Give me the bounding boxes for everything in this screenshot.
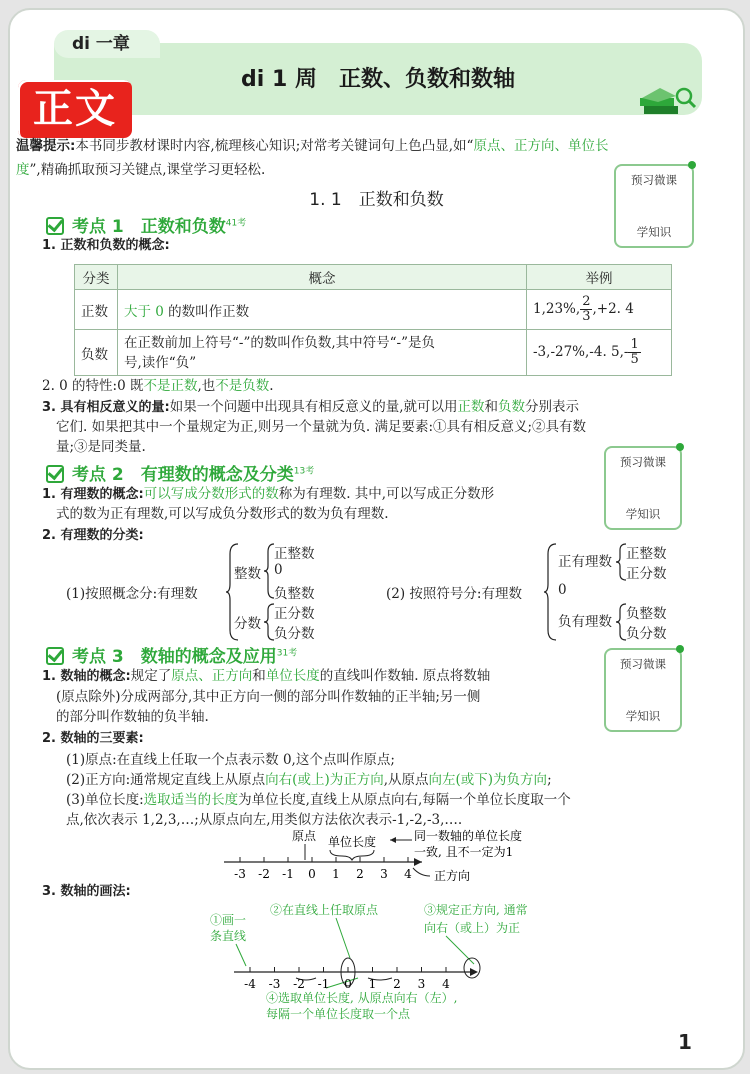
document-page	[8, 8, 745, 1070]
highlight: 不是正数	[143, 378, 198, 394]
table-row	[75, 290, 672, 330]
tip-text-2: ”,精确抓取预习关键点,课堂学习更轻松.	[29, 162, 266, 178]
step3-line1: ③规定正方向, 通常	[424, 903, 528, 917]
cell-text: 1,23%,	[533, 301, 581, 317]
table-cell	[118, 330, 527, 376]
tick-label: 3	[380, 867, 388, 881]
table-cell	[527, 330, 672, 376]
step3-line2: 向右（或上）为正	[424, 921, 521, 935]
tick-label: 4	[404, 867, 412, 881]
fraction	[628, 338, 640, 367]
tip-highlight: 原点、正方向、单位长	[473, 138, 609, 154]
number-line-diagram-1	[210, 824, 523, 886]
highlight: 单位长度	[265, 668, 320, 684]
cls2-pos-int: 正整数	[626, 546, 667, 562]
kp1-item3-line2: 它们. 如果把其中一个量规定为正,则另一个量就为负. 满足要素:①具有相反意义;②具有数	[56, 419, 587, 435]
card-title: 预习微课	[631, 173, 677, 187]
kp3-item1	[42, 666, 490, 687]
cls2-zero: 0	[558, 582, 567, 598]
tick-label: -3	[268, 977, 281, 991]
item-label: 1. 数轴的概念:	[42, 669, 131, 684]
kp1-count: 41考	[225, 218, 247, 229]
cls2-label: (2) 按照符号分:有理数	[386, 586, 522, 602]
kp1-item3	[42, 397, 579, 418]
step4-line1: ④选取单位长度, 从原点向右（左）,	[266, 991, 458, 1005]
arrow-head-icon	[390, 837, 396, 843]
preview-card-2[interactable]	[604, 446, 682, 530]
numerator: 2	[582, 294, 591, 309]
highlight: 大于 0	[124, 303, 164, 320]
preview-card-3[interactable]	[604, 648, 682, 732]
highlight: 负数	[498, 399, 526, 415]
tick-label: -2	[258, 867, 270, 881]
tip-line-2	[16, 160, 265, 180]
pin-icon	[688, 161, 696, 169]
kp3-heading	[46, 642, 297, 667]
highlight: 选取适当的长度	[143, 792, 239, 808]
text: 为单位长度,直线上从原点向右,每隔一个单位长度取一个	[238, 792, 571, 808]
highlight: 、	[198, 668, 212, 684]
text: 称为有理数. 其中,可以写成正分数形	[278, 486, 495, 502]
tick-label: 3	[417, 977, 426, 991]
kp2-item1-line2: 式的数为正有理数,可以写成负分数形式的数为负有理数.	[56, 506, 389, 522]
direction-label: 正方向	[434, 869, 471, 883]
leader-line	[236, 944, 246, 966]
cell-text: -3,-27%,-4. 5,-	[533, 344, 629, 360]
table-cell	[527, 290, 672, 330]
cls1-fraction: 分数	[234, 616, 261, 632]
leader-line	[446, 936, 474, 964]
highlight: 可以写成分数形式的数	[143, 486, 279, 502]
note-line-1: 同一数轴的单位长度	[414, 829, 523, 843]
kp1-item2	[42, 376, 274, 396]
denominator: 5	[630, 352, 639, 367]
cls1-pos-int: 正整数	[274, 546, 315, 562]
pin-icon	[676, 645, 684, 653]
pin-icon	[676, 443, 684, 451]
tick-label: 2	[356, 867, 364, 881]
unit-label: 单位长度	[328, 835, 377, 849]
kp1-item3-line3: 量;③是同类量.	[56, 439, 146, 455]
tick-label: 2	[393, 977, 401, 991]
kp2-item2: 2. 有理数的分类:	[42, 528, 144, 543]
text: 分别表示	[525, 399, 580, 415]
unit-brace	[330, 850, 374, 860]
cls1-neg-frac: 负分数	[274, 626, 315, 642]
text: 规定了	[130, 668, 172, 684]
leader-line	[336, 918, 350, 958]
text: ,从原点	[383, 772, 429, 788]
origin-label: 原点	[292, 829, 317, 843]
cell-text: 号,读作“负”	[124, 354, 197, 371]
main-text-badge: 正文	[18, 80, 132, 138]
cell-text: 的数叫作正数	[163, 303, 250, 320]
kp3-item1-line2: (原点除外)分成两部分,其中正方向一侧的部分叫作数轴的正半轴;另一侧	[56, 689, 481, 705]
table-cell	[118, 290, 527, 330]
card-title: 预习微课	[620, 657, 666, 671]
cell-text: 在正数前加上符号“-”的数叫作负数,其中符号“-”是负	[124, 334, 436, 351]
cls2-neg-rat: 负有理数	[558, 614, 612, 630]
highlight: 向左(或下)为负方向	[428, 772, 548, 788]
tick-label: -2	[293, 977, 305, 991]
week-title: di 1 周 正数、负数和数轴	[241, 67, 515, 92]
table-header: 概念	[118, 265, 527, 290]
tick-label: 4	[442, 977, 450, 991]
text: 和	[252, 668, 266, 684]
kp3-item1-line3: 的部分叫作数轴的负半轴.	[56, 709, 209, 725]
table-cell: 负数	[75, 330, 118, 376]
kp3-element-2	[66, 770, 552, 790]
text: 和	[484, 399, 499, 415]
tick-label: -4	[244, 977, 256, 991]
table-header: 举例	[527, 265, 672, 290]
tip-label: 温馨提示:	[16, 138, 76, 154]
fraction	[580, 295, 592, 324]
card-subtitle: 学知识	[625, 507, 661, 521]
page-number: 1	[678, 1030, 692, 1054]
card-subtitle: 学知识	[636, 225, 672, 239]
number-line-diagram-2	[206, 894, 566, 1024]
step4-line2: 每隔一个单位长度取一个点	[266, 1007, 411, 1021]
kp2-count: 13考	[293, 466, 315, 477]
tip-highlight-2: 度	[16, 162, 30, 178]
arrow-head-icon	[414, 858, 422, 866]
kp1-heading	[46, 212, 246, 237]
highlight: 原点	[171, 668, 199, 684]
table-header-row	[75, 265, 672, 290]
text: (2)正方向:通常规定直线上从原点	[66, 772, 266, 788]
chapter-tab: di 一章	[54, 30, 160, 58]
cls1-pos-frac: 正分数	[274, 606, 315, 622]
item-label: 1. 有理数的概念:	[42, 487, 144, 502]
brace-icon	[544, 542, 558, 642]
direction-pointer	[413, 868, 430, 876]
table-row	[75, 330, 672, 376]
kp2-item1	[42, 484, 494, 505]
tick-label: -1	[282, 867, 294, 881]
text: ,也	[197, 378, 216, 394]
item-label: 3. 具有相反意义的量:	[42, 400, 170, 415]
tip-text: 本书同步教材课时内容,梳理核心知识;对常考关键词句上色凸显,如“	[75, 138, 474, 154]
kp2-title: 考点 2 有理数的概念及分类	[72, 465, 294, 485]
cls1-neg-int: 负整数	[274, 586, 315, 602]
arrow-head-icon	[470, 968, 478, 976]
kp3-element-3	[66, 790, 571, 810]
kp2-heading	[46, 460, 314, 485]
highlight: 不是负数	[215, 378, 270, 394]
cls2-pos-rat: 正有理数	[558, 554, 612, 570]
cls1-label: (1)按照概念分:有理数	[66, 586, 198, 602]
step2: ②在直线上任取原点	[270, 903, 379, 917]
kp3-item3: 3. 数轴的画法:	[42, 884, 131, 899]
cls1-integer: 整数	[234, 566, 261, 582]
kp3-count: 31考	[276, 648, 298, 659]
kp1-item1: 1. 正数和负数的概念:	[42, 238, 170, 253]
concept-table	[74, 264, 672, 376]
step1-line1: ①画一	[210, 913, 247, 927]
books-magnifier-icon	[638, 82, 698, 116]
highlight: 向右(或上)为正方向	[265, 772, 384, 788]
section-title: 1. 1 正数和负数	[309, 190, 444, 210]
step1-line2: 条直线	[210, 929, 247, 943]
check-icon	[46, 647, 64, 665]
cls2-pos-frac: 正分数	[626, 566, 667, 582]
tick-label: -1	[317, 977, 330, 991]
kp3-element-3-line2: 点,依次表示 1,2,3,…;从原点向左,用类似方法依次表示-1,-2,-3,….	[66, 812, 463, 828]
kp3-element-1: (1)原点:在直线上任取一个点表示数 0,这个点叫作原点;	[66, 752, 395, 768]
text: 如果一个问题中出现具有相反意义的量,就可以用	[169, 399, 458, 415]
check-icon	[46, 217, 64, 235]
table-cell: 正数	[75, 290, 118, 330]
card-subtitle: 学知识	[625, 709, 661, 723]
text: 2. 0 的特性:0 既	[42, 378, 144, 394]
tick-label: -3	[234, 867, 246, 881]
denominator: 3	[582, 309, 591, 324]
highlight: 正方向	[211, 668, 253, 684]
tick-label: 0	[344, 977, 352, 991]
tick-label: 1	[368, 977, 377, 991]
cls1-zero: 0	[274, 562, 283, 578]
tick-label: 0	[308, 867, 316, 881]
cls2-neg-frac: 负分数	[626, 626, 667, 642]
note-line-2: 一致, 且不一定为1	[414, 845, 514, 859]
cell-text: ,+2. 4	[592, 301, 634, 317]
kp1-title: 考点 1 正数和负数	[72, 217, 226, 237]
tick-label: 1	[332, 867, 340, 881]
text: 的直线叫作数轴. 原点将数轴	[319, 668, 491, 684]
kp3-title: 考点 3 数轴的概念及应用	[72, 647, 277, 667]
text: .	[269, 378, 274, 394]
kp3-item2: 2. 数轴的三要素:	[42, 731, 144, 746]
numerator: 1	[630, 337, 639, 352]
highlight: 正数	[457, 399, 485, 415]
card-title: 预习微课	[620, 455, 666, 469]
cls2-neg-int: 负整数	[626, 606, 667, 622]
text: (3)单位长度:	[66, 792, 144, 808]
table-header: 分类	[75, 265, 118, 290]
check-icon	[46, 465, 64, 483]
text: ;	[547, 772, 552, 788]
tip-line-1	[16, 136, 608, 156]
